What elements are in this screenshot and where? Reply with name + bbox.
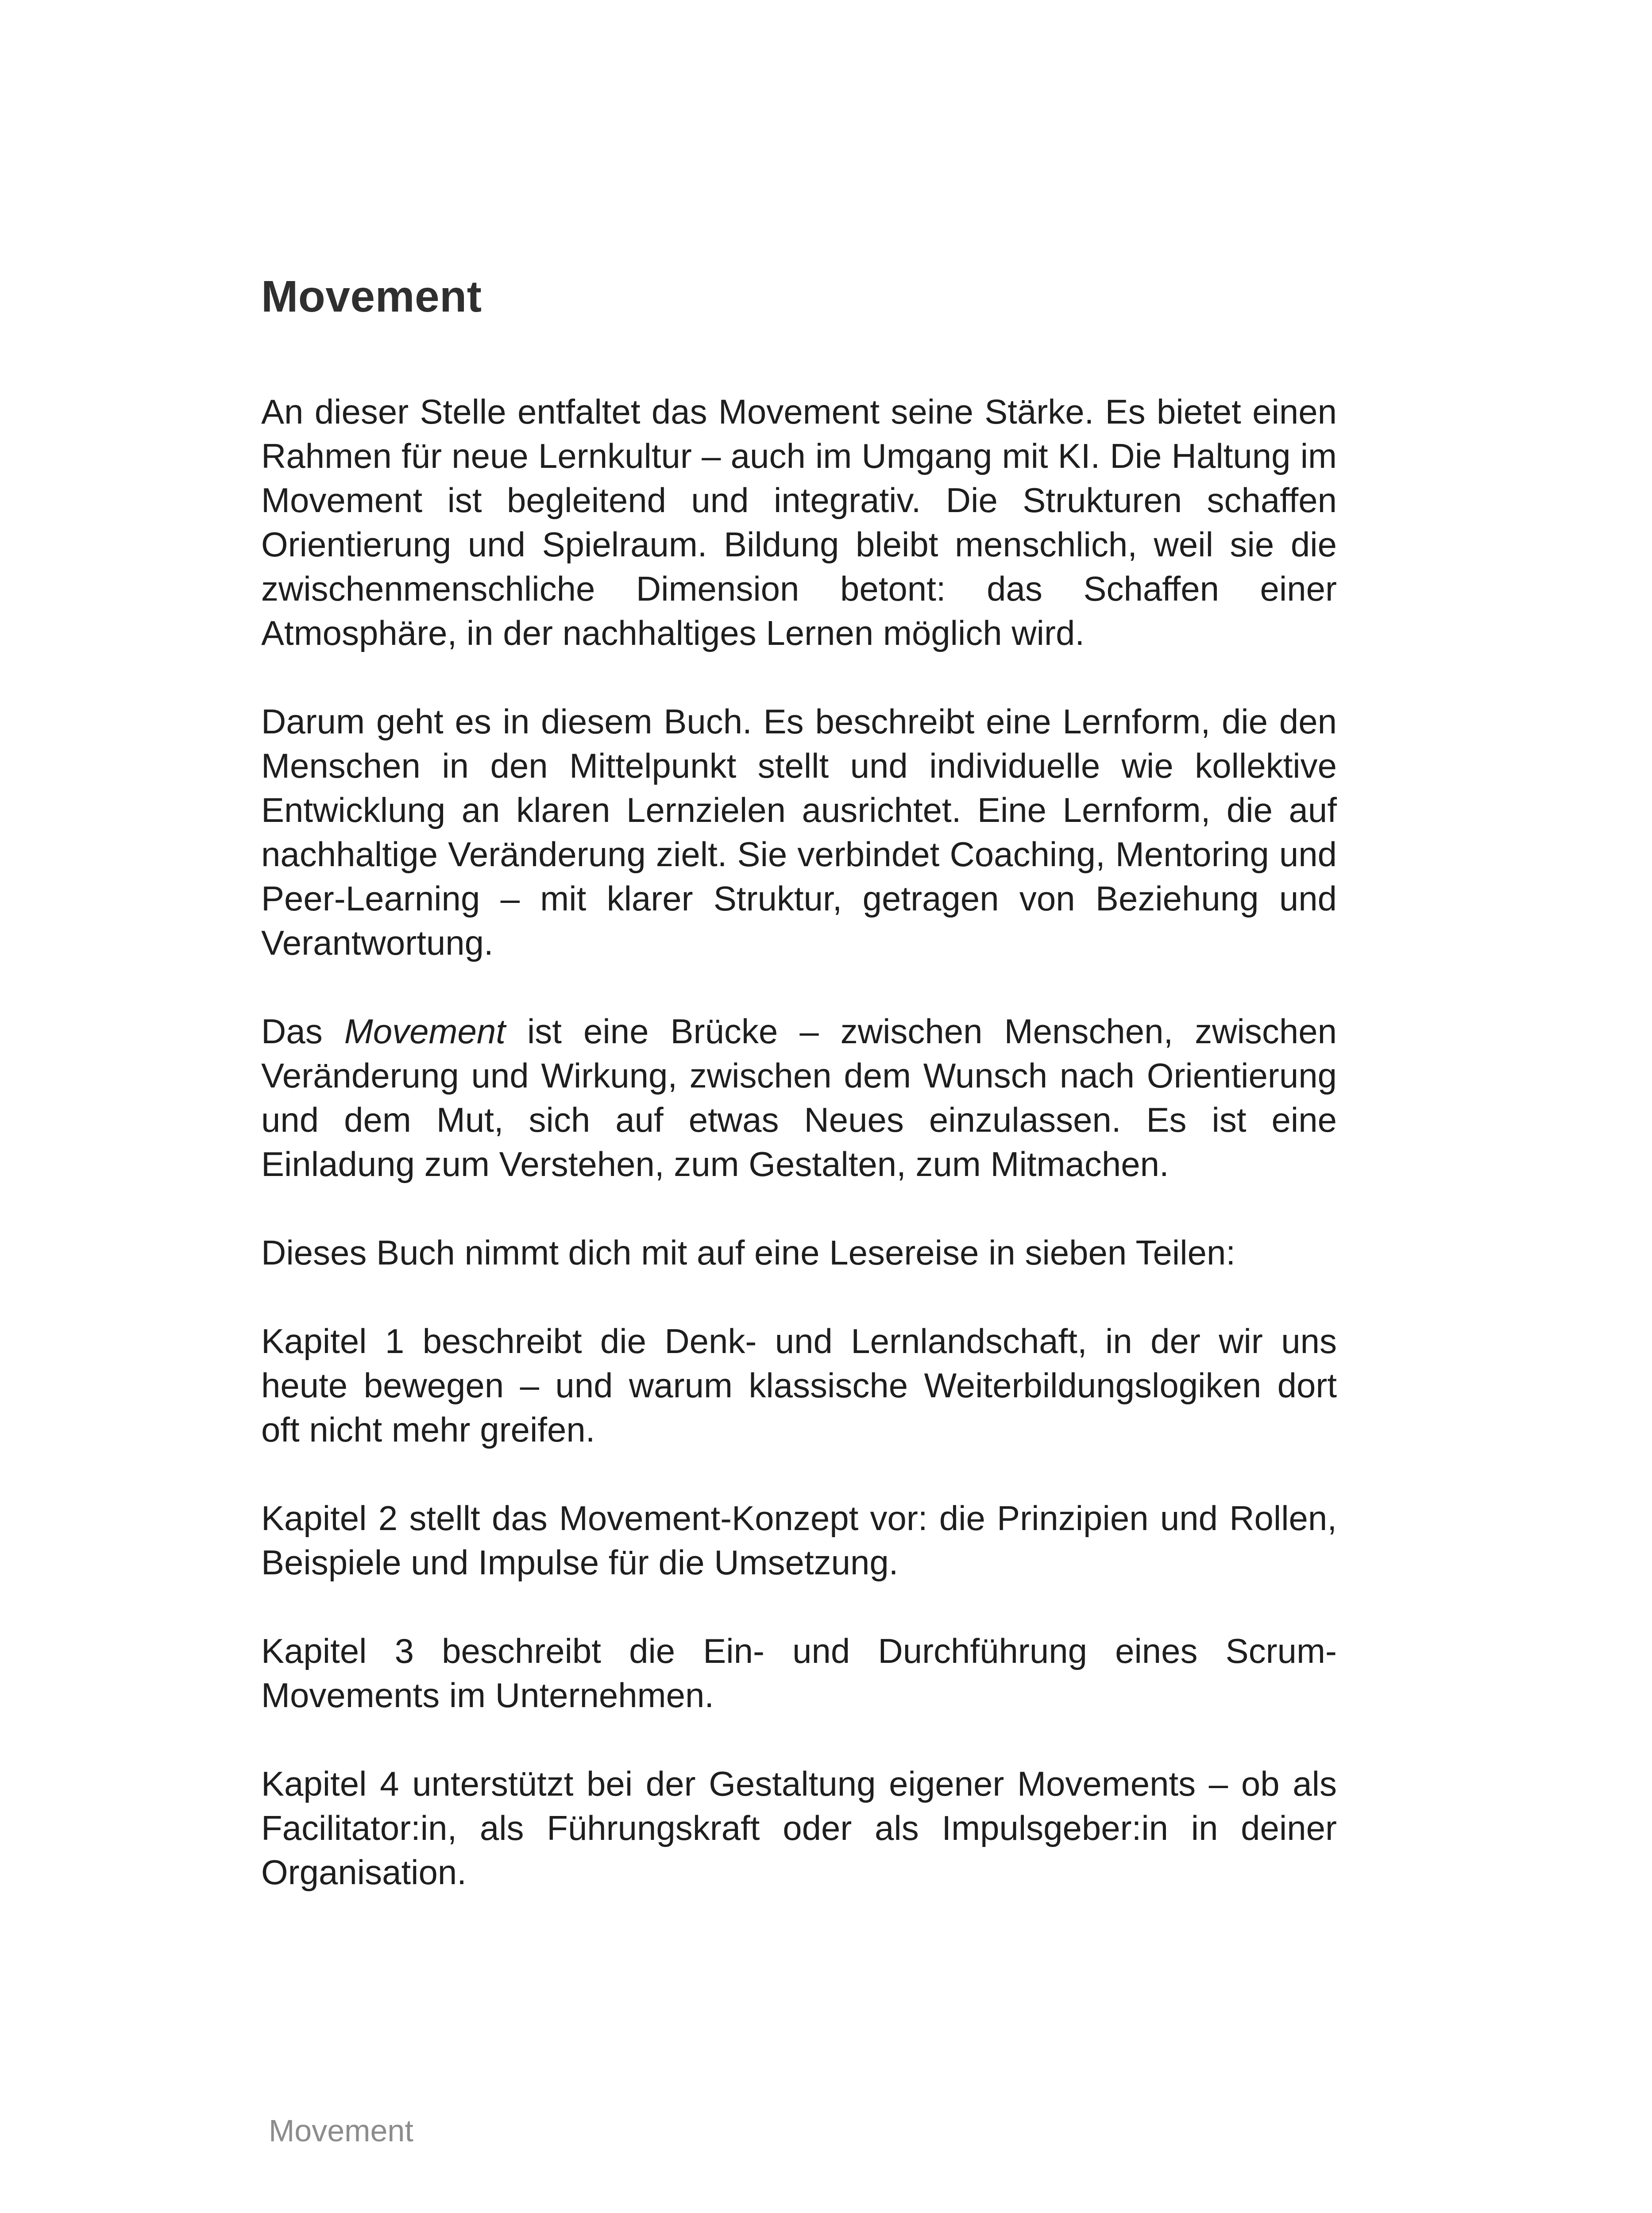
paragraph-chapter-4: Kapitel 4 unterstützt bei der Gestaltung eigener Movements – ob als Facilitator:in, als Führungskraft oder als Impulsgeber:in in deiner Organisation. bbox=[261, 1764, 1337, 1892]
paragraph-chapter-3: Kapitel 3 beschreibt die Ein- und Durchführung eines Scrum-Movements im Unternehmen. bbox=[261, 1631, 1337, 1715]
paragraph-movement-bridge bbox=[261, 1009, 1337, 1186]
paragraph-reading-journey: Dieses Buch nimmt dich mit auf eine Lesereise in sieben Teilen: bbox=[261, 1233, 1236, 1272]
emphasis-movement: Movement bbox=[344, 1012, 506, 1051]
paragraph-chapter-2: Kapitel 2 stellt das Movement-Konzept vor: die Prinzipien und Rollen, Beispiele und Impulse für die Umsetzung. bbox=[261, 1499, 1337, 1582]
running-footer: Movement bbox=[269, 2113, 413, 2148]
paragraph-intro: An dieser Stelle entfaltet das Movement seine Stärke. Es bietet einen Rahmen für neue Lernkultur – auch im Umgang mit KI. Die Haltung im Movement ist begleitend und integrativ. Die Strukturen schaffen Orientierung und Spielraum. Bildung bleibt menschlich, weil sie die zwischenmenschliche Dimension betont: das Schaffen einer Atmosphäre, in der nachhaltiges Lernen möglich wird. bbox=[261, 392, 1337, 652]
paragraph-prefix: Das bbox=[261, 1012, 344, 1051]
page-title: Movement bbox=[261, 272, 482, 321]
page-content bbox=[261, 270, 1337, 1939]
paragraph-book-purpose: Darum geht es in diesem Buch. Es beschreibt eine Lernform, die den Menschen in den Mittelpunkt stellt und individuelle wie kollektive Entwicklung an klaren Lernzielen ausrichtet. Eine Lernform, die auf nachhaltige Veränderung zielt. Sie verbindet Coaching, Mentoring und Peer-Learning – mit klarer Struktur, getragen von Beziehung und Verantwortung. bbox=[261, 702, 1337, 962]
paragraph-chapter-1: Kapitel 1 beschreibt die Denk- und Lernlandschaft, in der wir uns heute bewegen – und warum klassische Weiterbildungslogiken dort oft nicht mehr greifen. bbox=[261, 1322, 1337, 1449]
paragraph-suffix: ist eine Brücke – zwischen Menschen, zwischen Veränderung und Wirkung, zwischen dem Wunsch nach Orientierung und dem Mut, sich auf etwas Neues einzulassen. Es ist eine Einladung zum Verstehen, zum Gestalten, zum Mitmachen. bbox=[261, 1012, 1337, 1184]
